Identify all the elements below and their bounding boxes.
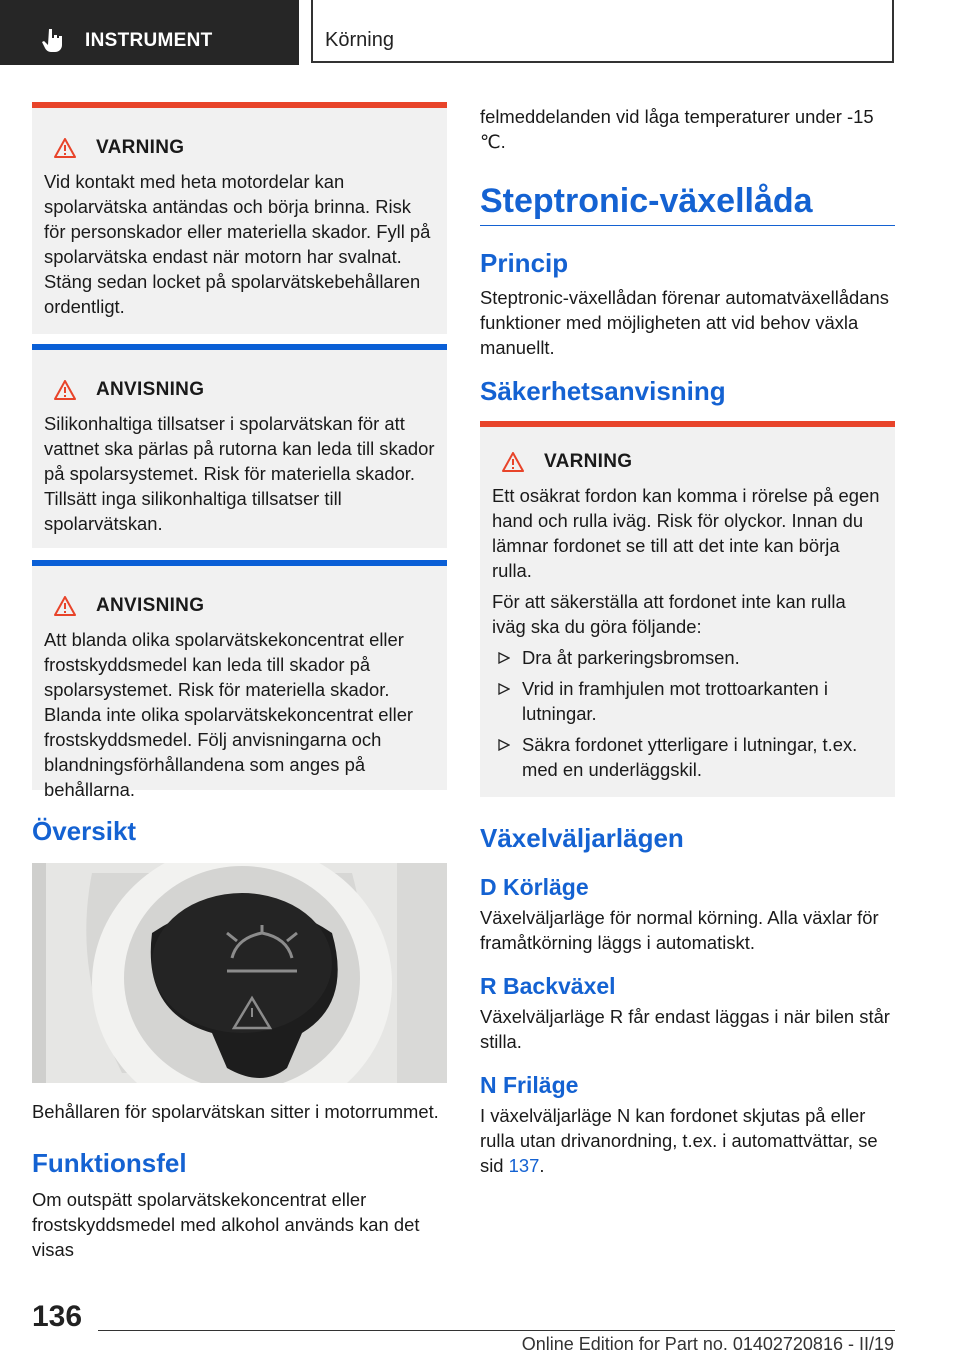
bullet-triangle-icon xyxy=(498,739,510,751)
warning-text: För att säkerställa att fordonet inte kan rulla iväg ska du göra följande: xyxy=(492,591,846,637)
section-label: INSTRUMENT xyxy=(85,30,213,51)
notice-box xyxy=(32,344,447,548)
continued-text: felmeddelanden vid låga temperaturer under -15 ℃. xyxy=(480,106,874,152)
notice-title: ANVISNING xyxy=(44,375,435,405)
safety-heading: Säkerhetsanvisning xyxy=(480,376,726,406)
notice-text: Silikonhaltiga tillsatser i spolarvätskan för att vattnet ska pärlas på rutorna kan leda till skador på spolarsystemet. Risk för materiella skador. Tillsätt inga silikonhaltiga tillsatser till spolarvätskan. xyxy=(44,413,435,534)
warning-triangle-icon xyxy=(502,452,524,472)
warning-title: VARNING xyxy=(44,133,435,163)
notice-title: ANVISNING xyxy=(44,591,435,621)
title-rule xyxy=(480,225,895,226)
left-column xyxy=(32,102,447,1262)
reverse-heading: R Backväxel xyxy=(480,973,616,999)
page-title: Steptronic-växellåda xyxy=(480,182,813,220)
chapter-label: Körning xyxy=(325,29,394,51)
neutral-heading: N Friläge xyxy=(480,1072,579,1098)
malfunction-text: Om outspätt spolarvätskekoncentrat eller frostskyddsmedel med alkohol används kan det visas xyxy=(32,1189,420,1260)
drive-mode-text: Växelväljarläge för normal körning. Alla växlar för framåtkörning läggs i automatiskt. xyxy=(480,907,879,953)
section-tab[interactable] xyxy=(0,0,299,65)
principle-text: Steptronic-växellådan förenar automatväxellådans funktioner med möjligheten att vid behov växla manuellt. xyxy=(480,287,889,358)
warning-triangle-icon xyxy=(54,138,76,158)
washer-reservoir-photo xyxy=(32,863,447,1083)
neutral-text: I växelväljarläge N kan fordonet skjutas på eller rulla utan drivanordning, t.ex. i automattvättar, se sid 137. xyxy=(480,1105,878,1176)
page-number: 136 xyxy=(32,1300,83,1333)
page-link[interactable]: 137 xyxy=(508,1155,540,1176)
bullet-triangle-icon xyxy=(498,652,510,664)
warning-triangle-icon xyxy=(54,380,76,400)
warning-text: Vid kontakt med heta motordelar kan spolarvätska antändas och börja brinna. Risk för personskador eller materiella skador. Fyll på spolarvätska endast när motorn har svalnat. Stäng sedan locket på spolarvätskebehållaren ordentligt. xyxy=(44,171,431,317)
hand-pointer-icon xyxy=(40,27,66,53)
reverse-text: Växelväljarläge R får endast läggas i när bilen står stilla. xyxy=(480,1006,890,1052)
list-item: Dra åt parkeringsbromsen. xyxy=(492,645,883,670)
drive-mode-heading: D Körläge xyxy=(480,874,589,900)
list-item: Vrid in framhjulen mot trottoarkanten i lutningar. xyxy=(492,676,883,726)
washer-reservoir-image xyxy=(32,863,447,1083)
warning-box xyxy=(480,421,895,797)
principle-heading: Princip xyxy=(480,248,569,278)
chapter-header xyxy=(311,0,894,63)
notice-box xyxy=(32,560,447,800)
bullet-triangle-icon xyxy=(498,683,510,695)
warning-title: VARNING xyxy=(492,447,883,477)
notice-text: Att blanda olika spolarvätskekoncentrat eller frostskyddsmedel kan leda till skador på spolarsystemet. Risk för materiella skador. Blanda inte olika spolarvätskekoncentrat eller frostskyddsmedel. Följ anvisningarna och blandningsförhållandena som anges på behållarna. xyxy=(44,629,414,800)
warning-box xyxy=(32,102,447,334)
overview-heading: Översikt xyxy=(32,816,137,846)
edition-text: Online Edition for Part no. 01402720816 - II/19 xyxy=(521,1334,894,1354)
selector-heading: Växelväljarlägen xyxy=(480,823,684,853)
warning-triangle-icon xyxy=(54,596,76,616)
list-item: Säkra fordonet ytterligare i lutningar, t.ex. med en underläggskil. xyxy=(492,732,883,782)
right-column xyxy=(480,104,895,1178)
malfunction-heading: Funktionsfel xyxy=(32,1148,187,1178)
warning-text: Ett osäkrat fordon kan komma i rörelse på egen hand och rulla iväg. Risk för olyckor. Innan du lämnar fordonet se till att det inte kan börja rulla. xyxy=(492,485,880,581)
footer-rule xyxy=(98,1330,895,1331)
step-list xyxy=(492,645,883,782)
photo-caption: Behållaren för spolarvätskan sitter i motorrummet. xyxy=(32,1101,439,1122)
